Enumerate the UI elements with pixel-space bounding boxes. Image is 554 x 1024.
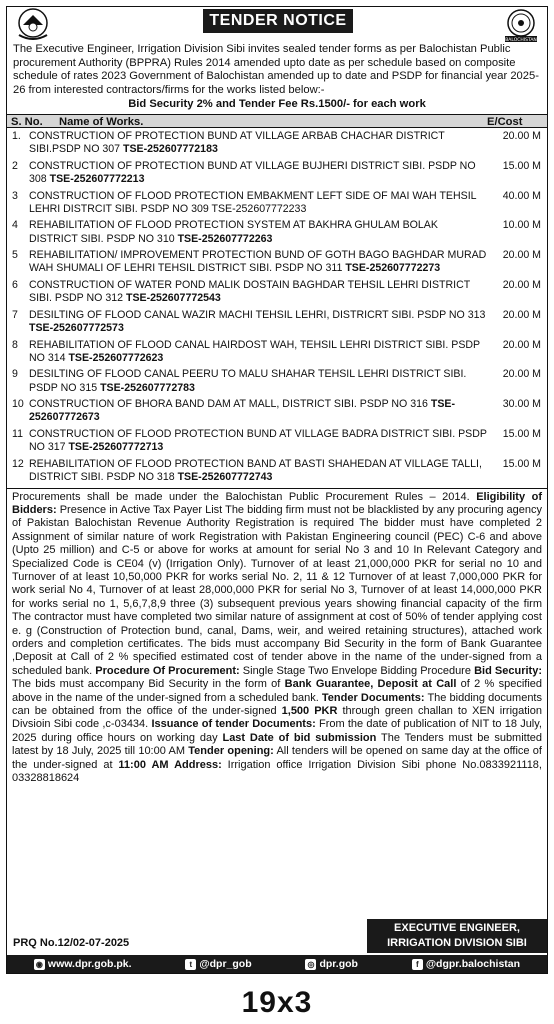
work-cost: 15.00 M xyxy=(502,457,541,470)
work-number: 7 xyxy=(12,308,18,321)
work-cost: 40.00 M xyxy=(502,189,541,202)
work-name: CONSTRUCTION OF FLOOD PROTECTION BUND AT VILLAGE BADRA DISTRICT SIBI. PSDP NO 317 TSE-252607772713 xyxy=(29,427,487,454)
work-name: CONSTRUCTION OF WATER POND MALIK DOSTAIN BAGHDAR TEHSIL LEHRI DISTRICT SIBI. PSDP NO 312 TSE-252607772543 xyxy=(29,278,471,305)
bank-guarantee-label: Bank Guarantee, Deposit at Call xyxy=(284,678,457,691)
twitter-icon: t xyxy=(185,959,196,970)
col-cost: E/Cost xyxy=(487,116,523,128)
work-number: 4 xyxy=(12,219,18,232)
terms-paragraph: Procurements shall be made under the Balochistan Public Procurement Rules – 2014. Eligibility of Bidders: Presence in Active Tax Payer List The bidding firm must not be blacklisted by any procuring agency of Pakistan Balochistan Revenue Authority Registration is required The bidder must have completed 2 Assignment of similar nature of work Registration with Pakistan Engineering council (PEC) C-6 and above (Upto 25 million) and C-5 or above for works at amount for serial No 3 and 10 In Relevant Category and Specialized Code is CE04 (v) (Irrigation Only). Turnover of at least 21,000,000 PKR for serial no 10 and Turnover of at least 10,50,000 PKR for works serial No. 2, 11 & 12 Turnover of at least 7,000,000 PKR for work serial No 4, Turnover of at least 28,000,000 PKR for serial No 3, Turnover of at least 14,000,000 PKR for works serial no 1, 5,6,7,8,9 three (3) subsequent previous years showing financial capacity of the firm The contractor must have completed two similar nature of assignment at cost of 50% of tender applying cost e. g (Construction of Protection bund, canal, Dams, weir, and weired retaining structures), attached work orders and completion certificates. The bids must accompany Bid Security in the form of Bank Guarantee ,Deposit at Call of 2 % specified estimated cost of tender above in the name of the under-signed from a scheduled bank. Procedure Of Procurement: Single Stage Two Envelope Bidding Procedure Bid Security: The bids must accompany Bid Security in the form of Bank Guarantee, Deposit at Call of 2 % specified above in the name of the under-signed from a scheduled bank. Tender Documents: The bidding documents can be obtained from the office of the under-signed 1,500 PKR through green challan to XEN irrigation Divsioin Sibi code ,c-03434. Issuance of tender Documents: From the date of publication of NIT to 18 July, 2025 during office hours on working day Last Date of bid submission The Tenders must be submitted latest by 18 July, 2025 till 10:00 AM Tender opening: All tenders will be opened on same day at the office of the under-signed at 11:00 AM Address: Irrigation office Irrigation Division Sibi phone No.0833921118, 03328818624 xyxy=(7,488,547,786)
works-list xyxy=(7,128,547,484)
work-name: REHABILITATION/ IMPROVEMENT PROTECTION BUND OF GOTH BAGO BAGHDAR MURAD WAH SHUMALI OF LEHRI TEHSIL DISTRICT SIBI. PSDP NO 311 TSE-252607772273 xyxy=(29,249,487,275)
table-row xyxy=(7,458,547,484)
signatory-box xyxy=(367,919,547,953)
prq-number: PRQ No.12/02-07-2025 xyxy=(13,937,130,949)
work-name: REHABILITATION OF FLOOD PROTECTION SYSTEM AT BAKHRA GHULAM BOLAK DISTRICT SIBI. PSDP NO 310 TSE-252607772263 xyxy=(29,219,438,245)
opening-time-label: 11:00 AM Address: xyxy=(118,758,222,771)
issuance-label: Issuance of tender Documents: xyxy=(151,718,316,731)
balochistan-emblem-logo xyxy=(11,7,55,43)
work-name: DESILTING OF FLOOD CANAL WAZIR MACHI TEHSIL LEHRI, DISTRICRT SIBI. PSDP NO 313 TSE-252607772573 xyxy=(29,308,486,334)
work-cost: 15.00 M xyxy=(502,159,541,172)
instagram-icon: ◎ xyxy=(305,959,316,970)
col-name: Name of Works. xyxy=(59,116,144,128)
procedure-label: Procedure Of Procurement: xyxy=(95,664,240,677)
work-cost: 20.00 M xyxy=(502,278,541,291)
government-seal-logo xyxy=(499,7,543,43)
social-instagram[interactable]: ◎ dpr.gob xyxy=(307,958,358,970)
signatory-title: EXECUTIVE ENGINEER, xyxy=(394,922,520,934)
table-row xyxy=(7,249,547,275)
works-table-header xyxy=(7,114,547,128)
tender-opening-label: Tender opening: xyxy=(188,745,274,758)
facebook-icon: f xyxy=(412,959,423,970)
signatory-office: IRRIGATION DIVISION SIBI xyxy=(387,937,527,949)
table-row xyxy=(7,309,547,335)
table-row xyxy=(7,219,547,245)
footer xyxy=(7,919,547,953)
eligibility-label: Eligibility of Bidders: xyxy=(12,490,542,516)
work-number: 10 xyxy=(12,398,24,411)
work-number: 3 xyxy=(12,189,18,202)
table-row xyxy=(7,368,547,394)
table-row xyxy=(7,190,547,216)
work-number: 11 xyxy=(12,427,23,440)
work-number: 5 xyxy=(12,249,18,262)
header xyxy=(7,7,547,43)
work-name: DESILTING OF FLOOD CANAL PEERU TO MALU SHAHAR TEHSIL LEHRI DISTRICT SIBI. PSDP NO 315 TSE-252607772783 xyxy=(29,368,467,394)
work-number: 9 xyxy=(12,368,18,381)
seal-text: BALOCHISTAN xyxy=(505,38,537,43)
work-number: 2 xyxy=(12,159,18,172)
social-twitter[interactable]: t @dpr_gob xyxy=(185,958,251,970)
work-number: 1. xyxy=(12,130,21,142)
work-cost: 20.00 M xyxy=(502,308,541,321)
col-sno: S. No. xyxy=(11,116,43,128)
tender-notice xyxy=(6,6,548,974)
table-row xyxy=(7,398,547,424)
work-name: CONSTRUCTION OF FLOOD PROTECTION EMBAKMENT LEFT SIDE OF MAI WAH TEHSIL LEHRI DISTRCIT SIBI. PSDP NO 309 TSE-252607772233 xyxy=(29,189,477,215)
bid-security-line: Bid Security 2% and Tender Fee Rs.1500/- for each work xyxy=(128,98,426,110)
table-row xyxy=(7,279,547,305)
tender-documents-label: Tender Documents: xyxy=(321,691,425,704)
ad-size-label: 19x3 xyxy=(241,986,313,1019)
work-number: 6 xyxy=(12,278,18,291)
work-name: CONSTRUCTION OF PROTECTION BUND AT VILLAGE ARBAB CHACHAR DISTRICT SIBI.PSDP NO 307 TSE-252607772183 xyxy=(29,130,445,156)
work-cost: 15.00 M xyxy=(502,427,541,440)
globe-icon: ◉ xyxy=(34,959,45,970)
intro-paragraph: The Executive Engineer, Irrigation Division Sibi invites sealed tender forms as per Balochistan Public procurement Authority (BPPRA) Rules 2014 amended upto date as per schedule based on composite schedule of rates 2023 Government of Balochistan amended up to date and PSDP for financial year 2025-26 from interested contractors/firms for the works listed below:- xyxy=(13,43,539,96)
social-facebook[interactable]: f @dgpr.balochistan xyxy=(412,958,520,970)
work-cost: 20.00 M xyxy=(502,249,541,262)
social-website[interactable]: ◉ www.dpr.gob.pk. xyxy=(35,958,132,970)
last-date-label: Last Date of bid submission xyxy=(222,731,377,744)
work-cost: 10.00 M xyxy=(502,219,541,232)
work-cost: 20.00 M xyxy=(502,130,541,142)
work-number: 8 xyxy=(12,338,18,351)
table-row xyxy=(7,428,547,454)
page-title: TENDER NOTICE xyxy=(203,9,353,33)
table-row xyxy=(7,160,547,186)
work-name: REHABILITATION OF FLOOD PROTECTION BAND AT BASTI SHAHEDAN AT VILLAGE TALLI, DISTRICT SIBI. PSDP NO 318 TSE-252607772743 xyxy=(29,457,482,483)
table-row xyxy=(7,339,547,365)
social-bar xyxy=(7,955,547,973)
work-name: CONSTRUCTION OF BHORA BAND DAM AT MALL, DISTRICT SIBI. PSDP NO 316 TSE-252607772673 xyxy=(29,398,455,424)
work-cost: 30.00 M xyxy=(502,398,541,411)
tender-fee-label: 1,500 PKR xyxy=(281,705,338,718)
work-name: CONSTRUCTION OF PROTECTION BUND AT VILLAGE BUJHERI DISTRICT SIBI. PSDP NO 308 TSE-252607772213 xyxy=(29,159,476,185)
bid-security-label: Bid Security: xyxy=(474,664,542,677)
table-row xyxy=(7,130,547,156)
work-cost: 20.00 M xyxy=(502,338,541,351)
work-name: REHABILITATION OF FLOOD CANAL HAIRDOST WAH, TEHSIL LEHRI DISTRICT SIBI. PSDP NO 314 TSE-252607772623 xyxy=(29,338,480,364)
work-cost: 20.00 M xyxy=(502,368,541,381)
work-number: 12 xyxy=(12,457,24,470)
